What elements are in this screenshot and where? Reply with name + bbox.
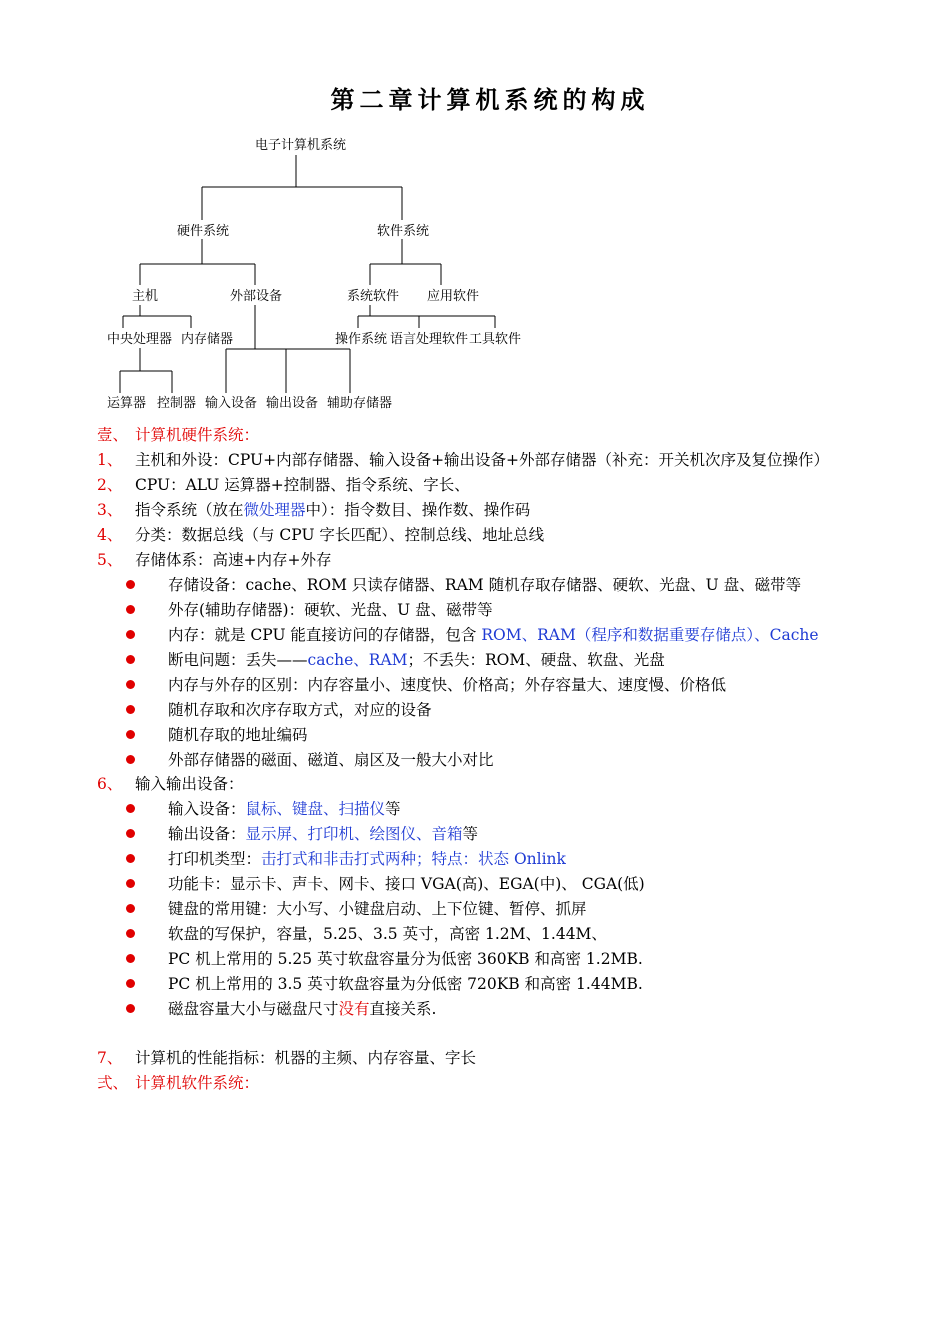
bullet-icon	[126, 655, 135, 664]
computer-system-tree-diagram	[95, 128, 535, 418]
highlight-text: cache、RAM	[307, 651, 408, 669]
bullet-text	[168, 799, 401, 819]
bullet-text: 存储设备：cache、ROM 只读存储器、RAM 随机存取存储器、硬软、光盘、U 盘、磁带等	[168, 576, 802, 594]
section-number: 壹、	[97, 426, 129, 444]
bullet-icon	[126, 904, 135, 913]
highlight-text: 没有	[338, 1000, 370, 1018]
item-number: 4、	[97, 526, 123, 544]
text-run: 输入设备：	[168, 800, 246, 818]
bullet-text: PC 机上常用的 5.25 英寸软盘容量分为低密 360KB 和高密 1.2MB.	[168, 950, 643, 968]
highlight-text: 微处理器	[243, 501, 306, 519]
highlight-text: ROM、RAM（程序和数据重要存储点）、Cache	[481, 626, 819, 644]
bullet-text: 功能卡：显示卡、声卡、网卡、接口 VGA(高)、EGA(中)、 CGA(低)	[168, 875, 645, 893]
bullet-icon	[126, 630, 135, 639]
text-run: 等	[462, 825, 479, 843]
highlight-text: 显示屏、打印机、绘图仪、音箱	[245, 825, 463, 843]
bullet-icon	[126, 1004, 135, 1013]
text-run: 磁盘容量大小与磁盘尺寸	[168, 1000, 339, 1018]
text-run: ；不丢失：ROM、硬盘、软盘、光盘	[407, 651, 665, 669]
tree-node-host: 主机	[132, 289, 159, 304]
bullet-icon	[126, 929, 135, 938]
bullet-icon	[126, 804, 135, 813]
tree-node-root: 电子计算机系统	[255, 138, 347, 153]
tree-node-memory: 内存储器	[181, 332, 234, 347]
bullet-icon	[126, 680, 135, 689]
item-number: 7、	[97, 1049, 123, 1067]
bullet-text	[168, 650, 665, 670]
section-heading: 计算机硬件系统：	[135, 426, 260, 444]
item-text: 主机和外设：CPU+内部存储器、输入设备+输出设备+外部存储器（补充：开关机次序及复位操作）	[135, 451, 830, 469]
page-title: 第二章计算机系统的构成	[330, 86, 650, 114]
item-text: 计算机的性能指标：机器的主频、内存容量、字长	[135, 1049, 477, 1067]
item-number: 1、	[97, 451, 123, 469]
bullet-icon	[126, 755, 135, 764]
bullet-text	[168, 849, 566, 869]
text-run: 指令系统（放在	[135, 501, 244, 519]
item-text	[135, 500, 530, 520]
bullet-text: 外部存储器的磁面、磁道、扇区及一般大小对比	[168, 751, 494, 769]
bullet-text: 内存与外存的区别：内存容量小、速度快、价格高；外存容量大、速度慢、价格低	[168, 676, 727, 694]
item-text: CPU：ALU 运算器+控制器、指令系统、字长、	[135, 476, 470, 494]
tree-node-hardware: 硬件系统	[177, 224, 230, 239]
bullet-icon	[126, 954, 135, 963]
tree-node-cpu: 中央处理器	[107, 332, 173, 347]
tree-node-output: 输出设备	[266, 396, 319, 411]
tree-node-lang: 语言处理软件	[390, 332, 469, 347]
bullet-icon	[126, 829, 135, 838]
bullet-icon	[126, 854, 135, 863]
item-text: 存储体系：高速+内存+外存	[135, 551, 332, 569]
tree-node-alu: 运算器	[107, 396, 147, 411]
bullet-icon	[126, 879, 135, 888]
tree-node-app-software: 应用软件	[427, 289, 480, 304]
tree-node-input: 输入设备	[205, 396, 258, 411]
bullet-icon	[126, 605, 135, 614]
tree-node-peripheral: 外部设备	[230, 289, 283, 304]
bullet-icon	[126, 580, 135, 589]
item-number: 2、	[97, 476, 123, 494]
text-run: 输出设备：	[168, 825, 246, 843]
section-number: 弍、	[97, 1074, 129, 1092]
item-number: 3、	[97, 501, 123, 519]
text-run: 打印机类型：	[168, 850, 262, 868]
text-run: 中）：指令数目、操作数、操作码	[305, 501, 531, 519]
item-number: 5、	[97, 551, 123, 569]
tree-node-aux-storage: 辅助存储器	[327, 396, 393, 411]
bullet-icon	[126, 730, 135, 739]
bullet-text	[168, 824, 478, 844]
tree-node-system-software: 系统软件	[347, 289, 400, 304]
tree-node-os: 操作系统	[335, 332, 388, 347]
section-heading: 计算机软件系统：	[135, 1074, 260, 1092]
bullet-text: 随机存取的地址编码	[168, 726, 308, 744]
text-run: 等	[385, 800, 401, 818]
bullet-text	[168, 625, 819, 645]
tree-node-controller: 控制器	[157, 396, 197, 411]
text-run: 断电问题：丢失——	[168, 651, 308, 669]
tree-node-software: 软件系统	[377, 224, 430, 239]
bullet-icon	[126, 705, 135, 714]
highlight-text: 鼠标、键盘、扫描仪	[245, 800, 386, 818]
bullet-text: 软盘的写保护，容量，5.25、3.5 英寸，高密 1.2M、1.44M、	[168, 925, 607, 943]
bullet-text: 随机存取和次序存取方式，对应的设备	[168, 701, 432, 719]
tree-node-tools: 工具软件	[469, 332, 522, 347]
item-text: 输入输出设备：	[135, 775, 244, 793]
bullet-text	[168, 999, 436, 1019]
bullet-text: 外存(辅助存储器)：硬软、光盘、U 盘、磁带等	[168, 601, 493, 619]
item-number: 6、	[97, 775, 123, 793]
text-run: 内存：就是 CPU 能直接访问的存储器，包含	[168, 626, 482, 644]
text-run: 直接关系.	[369, 1000, 437, 1018]
item-text: 分类：数据总线（与 CPU 字长匹配）、控制总线、地址总线	[135, 526, 545, 544]
bullet-text: PC 机上常用的 3.5 英寸软盘容量为分低密 720KB 和高密 1.44MB.	[168, 975, 643, 993]
bullet-text: 键盘的常用键：大小写、小键盘启动、上下位键、暂停、抓屏	[168, 900, 587, 918]
bullet-icon	[126, 979, 135, 988]
highlight-text: 击打式和非击打式两种；特点：状态 Onlink	[261, 850, 566, 868]
